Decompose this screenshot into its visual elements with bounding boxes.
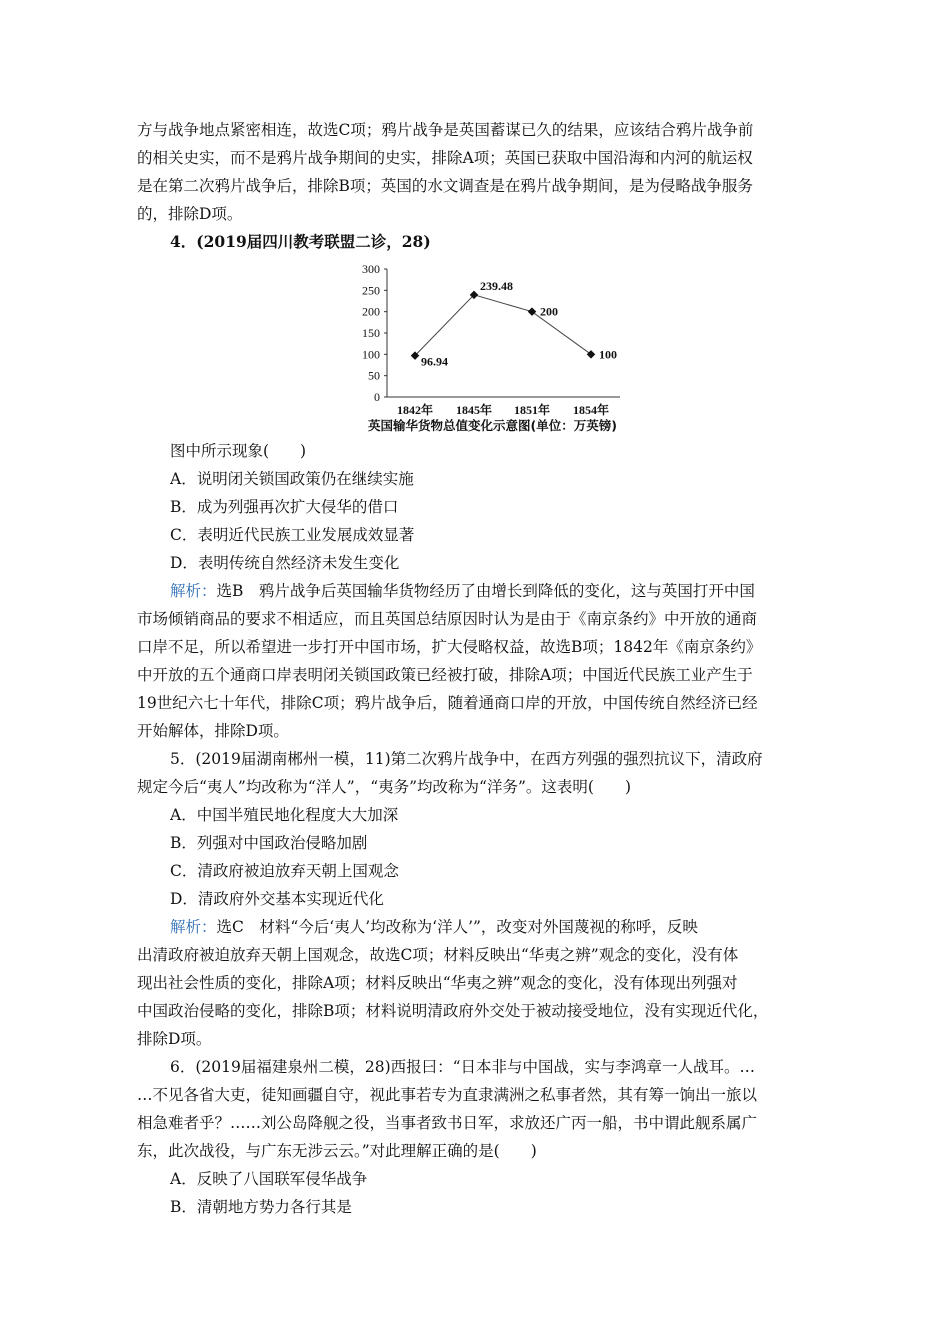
analysis-text: 选C 材料“今后‘夷人’均改称为‘洋人’”，改变对外国蔑视的称呼，反映: [216, 918, 698, 936]
analysis-line: 市场倾销商品的要求不相适应，而且英国总结原因时认为是由于《南京条约》中开放的通商: [137, 610, 758, 628]
x-tick-label: 1851年: [513, 403, 551, 417]
text-line: 的，排除D项。: [137, 205, 243, 223]
y-tick-label: 50: [368, 368, 380, 383]
question-6-stem: …不见各省大吏，徒知画疆自守，视此事若专为直隶满洲之私事者然，其有筹一饷出一旅以: [137, 1086, 758, 1104]
question-5-stem: 5．(2019届湖南郴州一模，11)第二次鸦片战争中，在西方列强的强烈抗议下，清政府: [170, 750, 763, 768]
x-tick-label: 1842年: [396, 403, 434, 417]
data-point: [587, 350, 595, 358]
analysis-line: 19世纪六七十年代，排除C项；鸦片战争后，随着通商口岸的开放，中国传统自然经济已经: [137, 694, 758, 712]
data-point: [528, 307, 536, 315]
question-6-stem: 6．(2019届福建泉州二模，28)西报曰：“日本非与中国战，实与李鸿章一人战耳。…: [170, 1058, 756, 1076]
x-tick-label: 1845年: [455, 403, 493, 417]
data-label: 100: [599, 347, 617, 362]
option-d: D．清政府外交基本实现近代化: [170, 890, 384, 908]
y-tick-label: 200: [362, 304, 380, 319]
question-5-stem: 规定今后“夷人”均改称为“洋人”，“夷务”均改称为“洋务”。这表明( ): [137, 778, 631, 796]
x-tick-label: 1854年: [572, 403, 610, 417]
y-tick-label: 150: [362, 326, 380, 340]
analysis-label: 解析：: [170, 918, 217, 936]
analysis-line: 出清政府被迫放弃天朝上国观念，故选C项；材料反映出“华夷之辨”观念的变化，没有体: [137, 946, 739, 964]
analysis-line: 中开放的五个通商口岸表明闭关锁国政策已经被打破，排除A项；中国近代民族工业产生于: [137, 666, 753, 684]
option-a: A．反映了八国联军侵华战争: [170, 1170, 368, 1188]
y-tick-label: 300: [362, 262, 380, 276]
analysis-line: [170, 577, 755, 605]
y-tick-label: 250: [362, 283, 380, 298]
option-a: A．中国半殖民地化程度大大加深: [170, 806, 399, 824]
question-6-stem: 相急难者乎？……刘公岛降舰之役，当事者致书日军，求放还广丙一船，书中谓此舰系属广: [137, 1114, 758, 1132]
line-chart: [350, 255, 650, 440]
data-label: 239.48: [480, 278, 513, 293]
analysis-line: [170, 913, 698, 941]
analysis-line: 排除D项。: [137, 1030, 212, 1048]
text-line: 方与战争地点紧密相连，故选C项；鸦片战争是英国蓄谋已久的结果，应该结合鸦片战争前: [137, 121, 754, 139]
data-label: 96.94: [421, 354, 448, 369]
question-6-stem: 东，此次战役，与广东无涉云云。”对此理解正确的是( ): [137, 1142, 537, 1160]
analysis-label: 解析：: [170, 582, 217, 600]
text-line: 的相关史实，而不是鸦片战争期间的史实，排除A项；英国已获取中国沿海和内河的航运权: [137, 149, 753, 167]
analysis-line: 中国政治侵略的变化，排除B项；材料说明清政府外交处于被动接受地位，没有实现近代化，: [137, 1002, 769, 1020]
option-c: C．清政府被迫放弃天朝上国观念: [170, 862, 399, 880]
text-line: 是在第二次鸦片战争后，排除B项；英国的水文调查是在鸦片战争期间，是为侵略战争服务: [137, 177, 753, 195]
option-d: D．表明传统自然经济未发生变化: [170, 554, 400, 572]
option-a: A．说明闭关锁国政策仍在继续实施: [170, 470, 414, 488]
question-4-prompt: 图中所示现象( ): [170, 442, 307, 460]
option-c: C．表明近代民族工业发展成效显著: [170, 526, 415, 544]
data-label: 200: [540, 304, 558, 319]
analysis-line: 现出社会性质的变化，排除A项；材料反映出“华夷之辨”观念的变化，没有体现出列强对: [137, 974, 738, 992]
series-line: [415, 295, 591, 356]
option-b: B．列强对中国政治侵略加剧: [170, 834, 368, 852]
analysis-line: 口岸不足，所以希望进一步打开中国市场，扩大侵略权益，故选B项；1842年《南京条约》: [137, 638, 762, 656]
y-tick-label: 100: [362, 347, 380, 362]
option-b: B．成为列强再次扩大侵华的借口: [170, 498, 399, 516]
y-tick-label: 0: [374, 390, 380, 404]
question-4-stem: 4．(2019届四川教考联盟二诊，28): [170, 232, 431, 251]
analysis-text: 选B 鸦片战争后英国输华货物经历了由增长到降低的变化，这与英国打开中国: [216, 582, 755, 600]
analysis-line: 开始解体，排除D项。: [137, 722, 289, 740]
chart-caption: 英国输华货物总值变化示意图(单位：万英镑): [368, 418, 617, 433]
option-b: B．清朝地方势力各行其是: [170, 1198, 352, 1216]
